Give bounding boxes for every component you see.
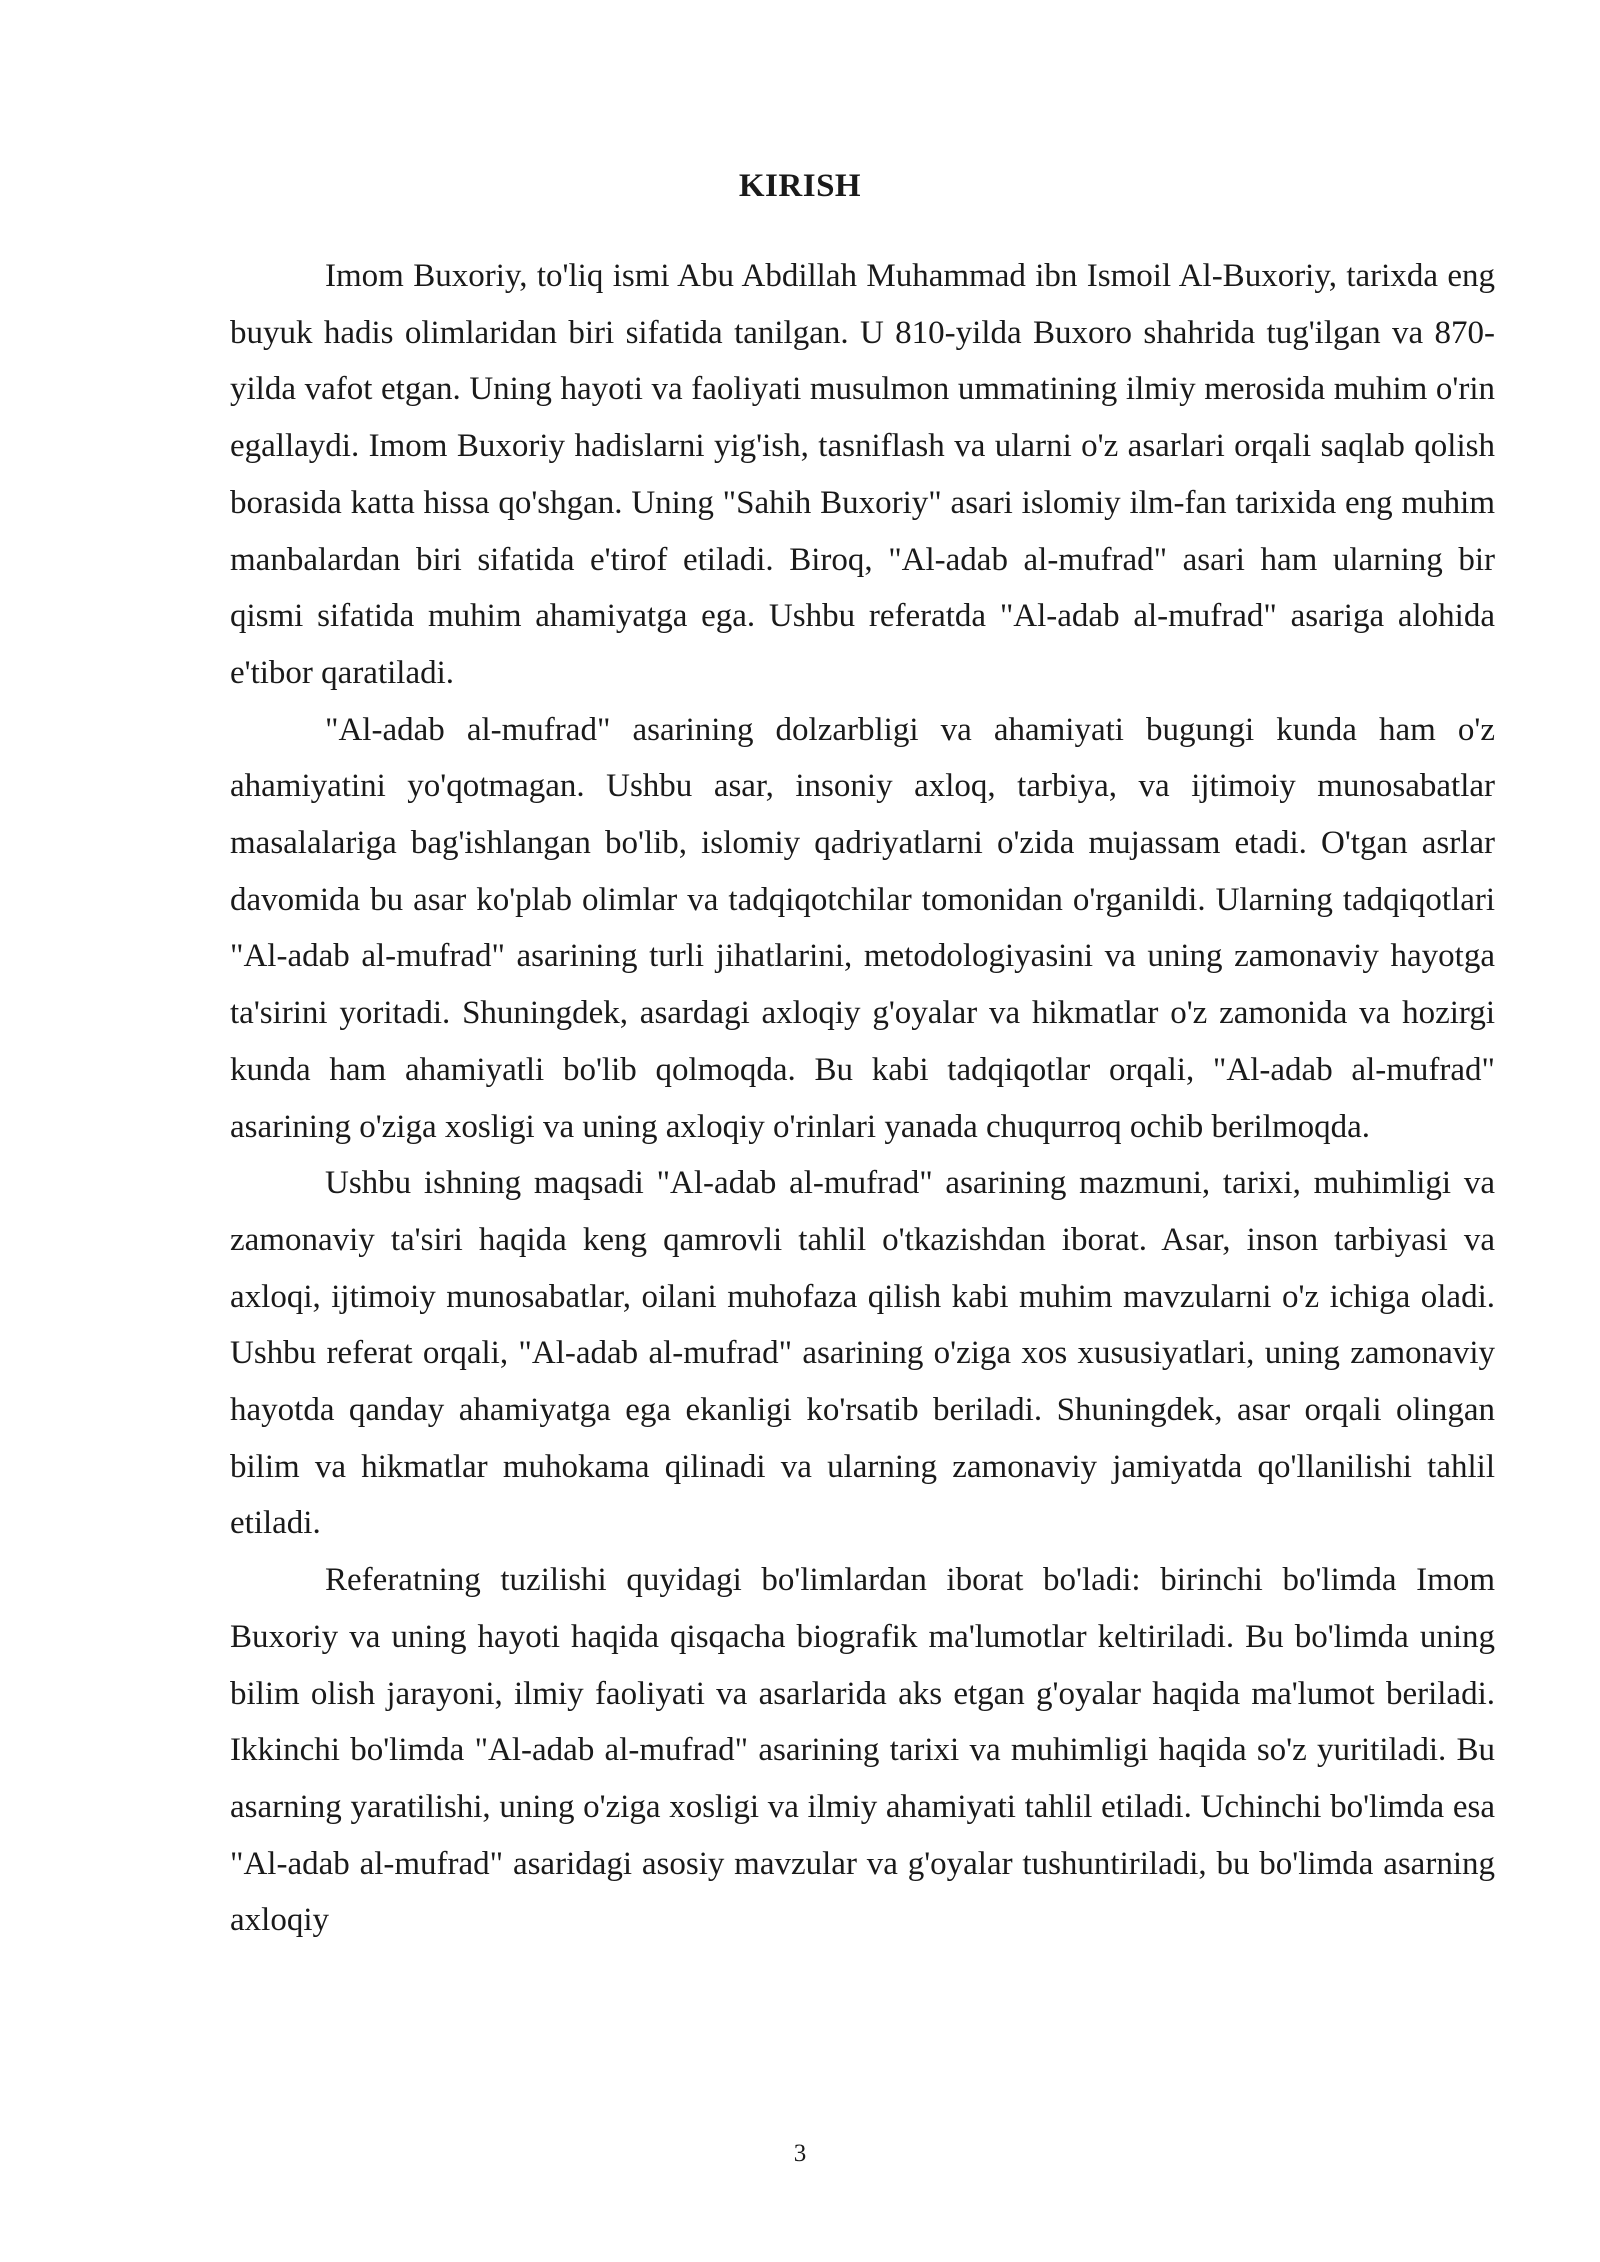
paragraph: Imom Buxoriy, to'liq ismi Abu Abdillah Muhammad ibn Ismoil Al-Buxoriy, tarixda eng buyuk hadis olimlaridan biri sifatida tanilgan. U 810-yilda Buxoro shahrida tug'ilgan va 870-yilda vafot etgan. Uning hayoti va faoliyati musulmon ummatining ilmiy merosida muhim o'rin egallaydi. Imom Buxoriy hadislarni yig'ish, tasniflash va ularni o'z asarlari orqali saqlab qolish borasida katta hissa qo'shgan. Uning "Sahih Buxoriy" asari islomiy ilm-fan tarixida eng muhim manbalardan biri sifatida e'tirof etiladi. Biroq, "Al-adab al-mufrad" asari ham ularning bir qismi sifatida muhim ahamiyatga ega. Ushbu referatda "Al-adab al-mufrad" asariga alohida e'tibor qaratiladi.: [230, 258, 1495, 691]
section-title: KIRISH: [738, 168, 862, 204]
page-number: 3: [793, 2140, 807, 2167]
body-text: [230, 248, 1495, 1949]
paragraph: "Al-adab al-mufrad" asarining dolzarbligi va ahamiyati bugungi kunda ham o'z ahamiyatini yo'qotmagan. Ushbu asar, insoniy axloq, tarbiya, va ijtimoiy munosabatlar masalalariga bag'ishlangan bo'lib, islomiy qadriyatlarni o'zida mujassam etadi. O'tgan asrlar davomida bu asar ko'plab olimlar va tadqiqotchilar tomonidan o'rganildi. Ularning tadqiqotlari "Al-adab al-mufrad" asarining turli jihatlarini, metodologiyasini va uning zamonaviy hayotga ta'sirini yoritadi. Shuningdek, asardagi axloqiy g'oyalar va hikmatlar o'z zamonida va hozirgi kunda ham ahamiyatli bo'lib qolmoqda. Bu kabi tadqiqotlar orqali, "Al-adab al-mufrad" asarining o'ziga xosligi va uning axloqiy o'rinlari yanada chuqurroq ochib berilmoqda.: [230, 711, 1495, 1145]
paragraph: Referatning tuzilishi quyidagi bo'limlardan iborat bo'ladi: birinchi bo'limda Imom Buxoriy va uning hayoti haqida qisqacha biografik ma'lumotlar keltiriladi. Bu bo'limda uning bilim olish jarayoni, ilmiy faoliyati va asarlarida aks etgan g'oyalar haqida ma'lumot beriladi. Ikkinchi bo'limda "Al-adab al-mufrad" asarining tarixi va muhimligi haqida so'z yuritiladi. Bu asarning yaratilishi, uning o'ziga xosligi va ilmiy ahamiyati tahlil etiladi. Uchinchi bo'limda esa "Al-adab al-mufrad" asaridagi asosiy mavzular va g'oyalar tushuntiriladi, bu bo'limda asarning axloqiy: [230, 1562, 1495, 1939]
paragraph: Ushbu ishning maqsadi "Al-adab al-mufrad" asarining mazmuni, tarixi, muhimligi va zamonaviy ta'siri haqida keng qamrovli tahlil o'tkazishdan iborat. Asar, inson tarbiyasi va axloqi, ijtimoiy munosabatlar, oilani muhofaza qilish kabi muhim mavzularni o'z ichiga oladi. Ushbu referat orqali, "Al-adab al-mufrad" asarining o'ziga xos xususiyatlari, uning zamonaviy hayotda qanday ahamiyatga ega ekanligi ko'rsatib beriladi. Shuningdek, asar orqali olingan bilim va hikmatlar muhokama qilinadi va ularning zamonaviy jamiyatda qo'llanilishi tahlil etiladi.: [230, 1165, 1495, 1542]
